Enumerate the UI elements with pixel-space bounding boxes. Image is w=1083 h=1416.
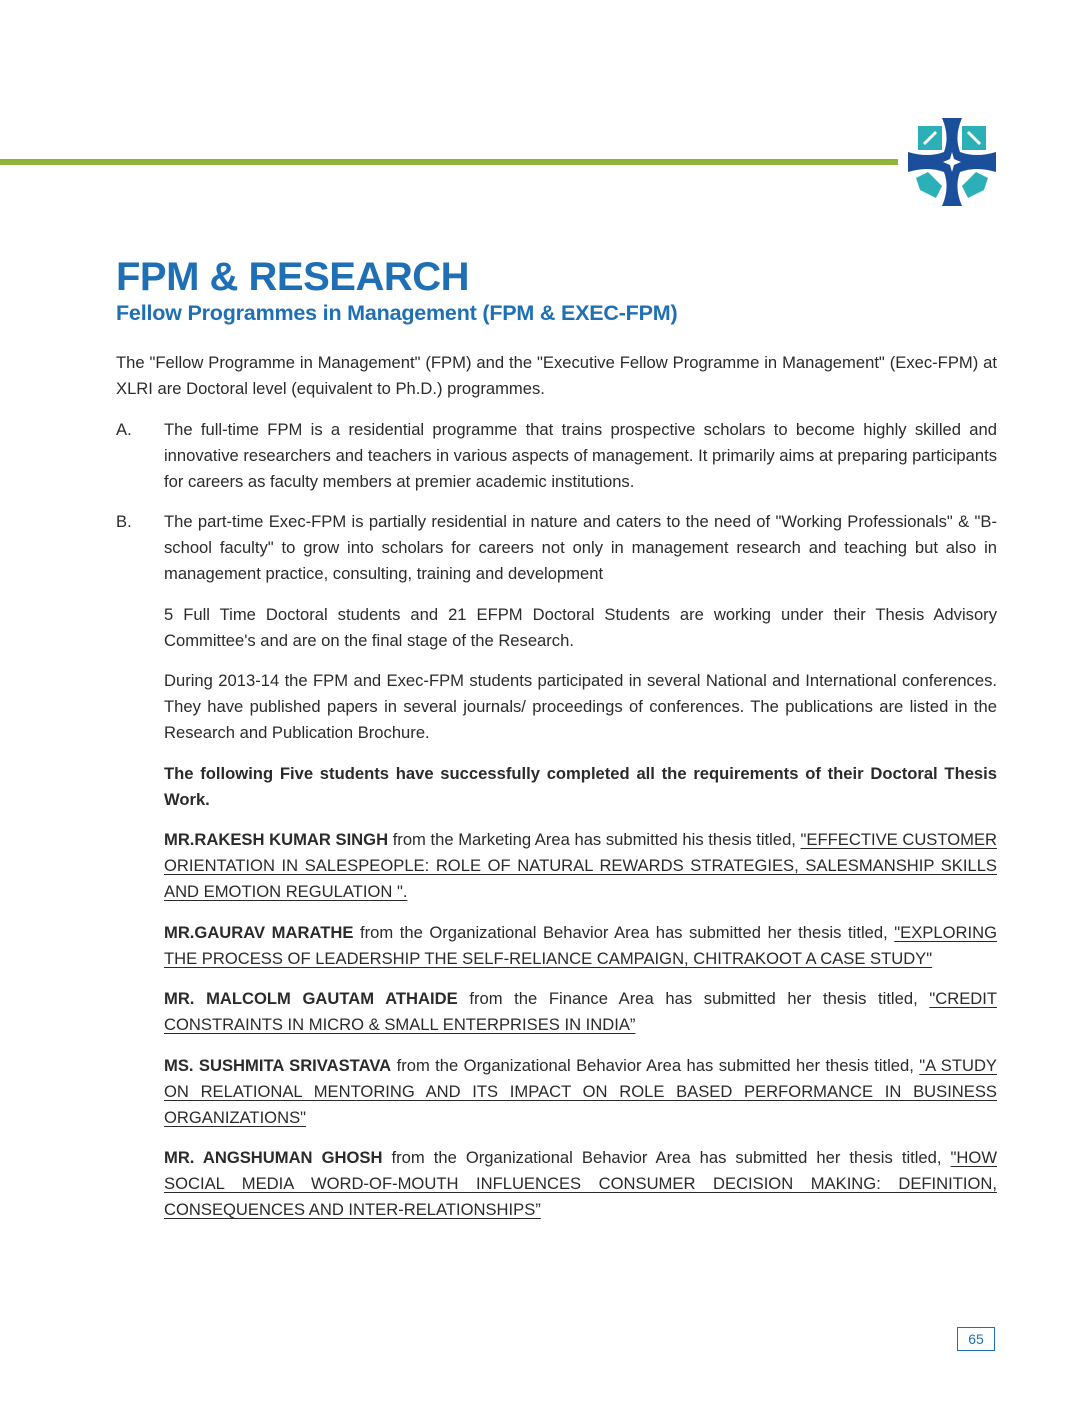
student-name: MS. SUSHMITA SRIVASTAVA	[164, 1055, 392, 1075]
page-number: 65	[957, 1327, 995, 1351]
thesis-description: from the Finance Area has submitted her thesis titled,	[457, 989, 930, 1008]
student-name: MR.RAKESH KUMAR SINGH	[164, 830, 389, 849]
students-status-paragraph: 5 Full Time Doctoral students and 21 EFPM Doctoral Students are working under their Thesis Advisory Committee's and are on the final stage of the Research.	[164, 604, 997, 650]
list-marker: A.	[116, 419, 132, 439]
xlri-logo-icon	[906, 116, 998, 208]
student-name: MR.GAURAV MARATHE	[164, 922, 354, 942]
thesis-title: "EXPLORING THE PROCESS OF LEADERSHIP THE SELF-RELIANCE CAMPAIGN, CHITRAKOOT A CASE STUDY"	[164, 922, 997, 968]
thesis-description: from the Marketing Area has submitted his thesis titled,	[388, 830, 801, 849]
thesis-entry	[164, 1053, 997, 1131]
header-rule	[0, 159, 898, 165]
thesis-entry	[164, 1145, 997, 1223]
thesis-description: from the Organizational Behavior Area has submitted her thesis titled,	[353, 922, 895, 942]
student-name: MR. ANGSHUMAN GHOSH	[164, 1148, 383, 1167]
thesis-entry	[164, 986, 997, 1038]
thesis-description: from the Organizational Behavior Area has submitted her thesis titled,	[382, 1148, 951, 1167]
list-item-a	[116, 417, 997, 495]
page-title: FPM & RESEARCH	[116, 255, 470, 299]
thesis-title: "HOW SOCIAL MEDIA WORD-OF-MOUTH INFLUENCES CONSUMER DECISION MAKING: DEFINITION, CONSEQUENCES AND INTER-RELATIONSHIPS”	[164, 1148, 997, 1219]
thesis-title: "EFFECTIVE CUSTOMER ORIENTATION IN SALESPEOPLE: ROLE OF NATURAL REWARDS STRATEGIES, SALESMANSHIP SKILLS AND EMOTION REGULATION ".	[164, 830, 997, 901]
thesis-title: "CREDIT CONSTRAINTS IN MICRO & SMALL ENTERPRISES IN INDIA”	[164, 989, 997, 1034]
list-item-b	[116, 509, 997, 587]
intro-paragraph: The "Fellow Programme in Management" (FPM) and the "Executive Fellow Programme in Management" (Exec-FPM) at XLRI are Doctoral level (equivalent to Ph.D.) programmes.	[116, 353, 997, 398]
completed-heading: The following Five students have successfully completed all the requirements of their Doctoral Thesis Work.	[164, 763, 997, 809]
thesis-title: "A STUDY ON RELATIONAL MENTORING AND ITS IMPACT ON ROLE BASED PERFORMANCE IN BUSINESS ORGANIZATIONS"	[164, 1055, 997, 1127]
thesis-entry	[164, 827, 997, 905]
thesis-entry	[164, 920, 997, 972]
list-item-text: The part-time Exec-FPM is partially residential in nature and caters to the need of "Working Professionals" & "B-school faculty" to grow into scholars for careers not only in management research and teaching but also in management practice, consulting, training and development	[164, 512, 997, 583]
list-item-text: The full-time FPM is a residential programme that trains prospective scholars to become highly skilled and innovative researchers and teachers in various aspects of management. It primarily aims at preparing participants for careers as faculty members at premier academic institutions.	[164, 419, 997, 491]
thesis-description: from the Organizational Behavior Area has submitted her thesis titled,	[391, 1055, 920, 1075]
student-name: MR. MALCOLM GAUTAM ATHAIDE	[164, 989, 458, 1008]
conferences-paragraph: During 2013-14 the FPM and Exec-FPM students participated in several National and International conferences. They have published papers in several journals/ proceedings of conferences. The publications are listed in the Research and Publication Brochure.	[164, 671, 997, 742]
body-content	[116, 350, 997, 1238]
list-marker: B.	[116, 512, 132, 531]
page-subtitle: Fellow Programmes in Management (FPM & EXEC-FPM)	[116, 301, 678, 325]
